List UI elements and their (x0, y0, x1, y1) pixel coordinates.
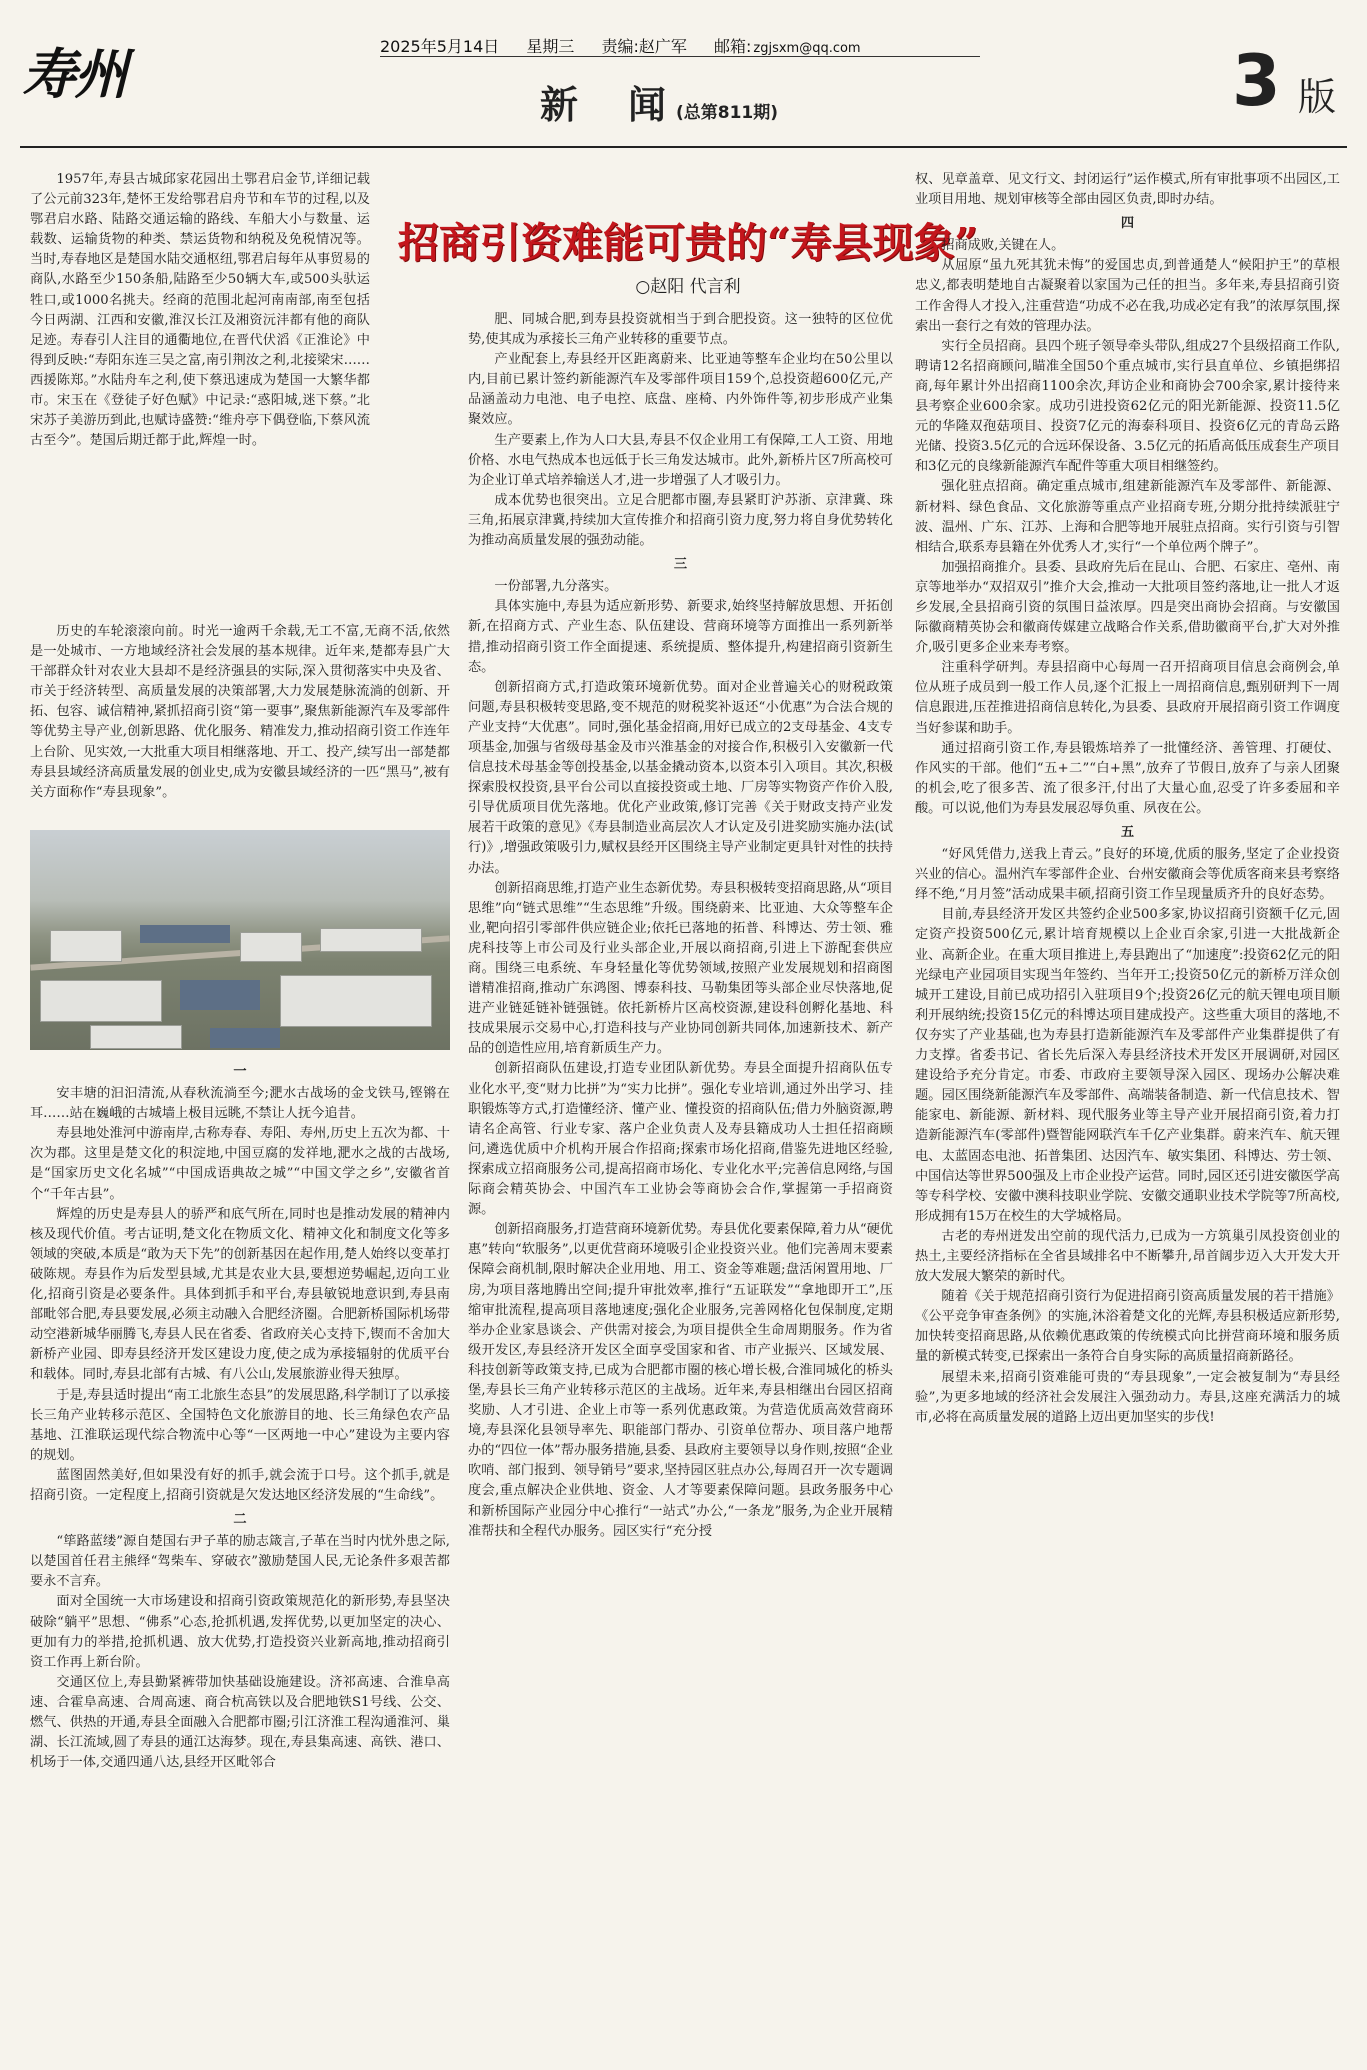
article-paragraph: 目前,寿县经济开发区共签约企业500多家,协议招商引资额千亿元,固定资产投资500亿元,累计培育规模以上企业百余家,引进一大批战新企业、高新企业。在重大项目推进上,寿县跑出了“加速度”:投资62亿元的阳光绿电产业园项目实现当年签约、当年开工;投资50亿元的新桥万洋众创城开工建设,目前已成功招引入驻项目9个;投资26亿元的航天锂电项目顺利开展纳统;投资15亿元的科博达项目建成投产。这些重大项目的落地,不仅夯实了产业基础,也为寿县打造新能源汽车及零部件产业集群提供了有力支撑。省委书记、省长先后深入寿县经济技术开发区开展调研,对园区建设给予充分肯定。市委、市政府主要领导深入园区、现场办公解决难题。园区围绕新能源汽车及零部件、高端装备制造、新一代信息技术、智能家电、新能源、新材料、现代服务业等主导产业开展招商引资,着力打造新能源汽车(零部件)暨智能网联汽车千亿产业集群。蔚来汽车、航天锂电、太蓝固态电池、拓普集团、达因汽车、敏实集团、科博达、劳士领、中国信达等世界500强及上市企业投产运营。同时,园区还引进安徽医学高等专科学校、安徽中澳科技职业学院、安徽交通职业技术学院等7所高校,形成拥有15万在校生的大学城格局。 (915, 907, 1340, 1224)
email-address[interactable]: zgjsxm@qq.com (753, 41, 861, 56)
issue-number: (总第811期) (676, 103, 779, 123)
article-paragraph: 寿县地处淮河中游南岸,古称寿春、寿阳、寿州,历史上五次为都、十次为郡。这里是楚文化的积淀地,中国豆腐的发祥地,淝水之战的古战场,是“国家历史文化名城”“中国成语典故之城”“中国文学之乡”,安徽省首个“千年古县”。 (30, 1126, 450, 1202)
page-number: 3 (1232, 40, 1281, 122)
article-paragraph: 权、见章盖章、见文行文、封闭运行”运作模式,所有审批事项不出园区,工业项目用地、规划审核等全部由园区负责,即时办结。 (915, 172, 1340, 208)
article-column-1-bottom (30, 1058, 450, 2058)
article-paragraph: 生产要素上,作为人口大县,寿县不仅企业用工有保障,工人工资、用地价格、水电气热成本也远低于长三角发达城市。此外,新桥片区7所高校可为企业订单式培养输送人才,进一步增强了人才吸引力。 (468, 432, 893, 488)
article-paragraph: 创新招商思维,打造产业生态新优势。寿县积极转变招商思路,从“项目思维”向“链式思维”“生态思维”升级。围绕蔚来、比亚迪、大众等整车企业,靶向招引零部件供应链企业;依托已落地的拓普、科博达、劳士领、雅虎科技等上市公司及行业头部企业,开展以商招商,引进上下游配套供应商。围绕三电系统、车身轻量化等优势领域,按照产业发展规划和招商图谱精准招商,推动广东鸿图、博泰科技、马勒集团等头部企业尽快落地,促进产业链延链补链强链。依托新桥片区高校资源,建设科创孵化基地、科技成果展示交易中心,打造科技与产业协同创新共同体,加速新技术、新产品的创造性应用,培育新质生产力。 (468, 880, 893, 1057)
newspaper-logo: 寿州 (22, 42, 126, 106)
article-paragraph: 历史的车轮滚滚向前。时光一逾两千余载,无工不富,无商不活,依然是一处城市、一方地域经济社会发展的基本规律。近年来,楚都寿县广大干部群众针对农业大县却不是经济强县的实际,深入贯彻落实中央及省、市关于经济转型、高质量发展的决策部署,大力发展楚脉流淌的创新、开拓、包容、诚信精神,紧抓招商引资“第一要事”,聚焦新能源汽车及零部件等优势主导产业,创新思路、优化服务、精准发力,推动招商引资工作连年上台阶、见实效,一大批重大项目相继落地、开工、投产,续写出一部楚都寿县县域经济高质量发展的创业史,成为安徽县域经济的一匹“黑马”,被有关方面称作“寿县现象”。 (30, 624, 450, 800)
article-byline: ○赵阳 代言利 (635, 277, 741, 297)
article-paragraph: 古老的寿州迸发出空前的现代活力,已成为一方筑巢引凤投资创业的热土,主要经济指标在全省县域排名中不断攀升,昂首阔步迈入大开发大开放大发展大繁荣的新时代。 (915, 1228, 1340, 1285)
article-column-3 (915, 170, 1340, 2058)
article-paragraph: 强化驻点招商。确定重点城市,组建新能源汽车及零部件、新能源、新材料、绿色食品、文化旅游等重点产业招商专班,分期分批持续派驻宁波、温州、广东、江苏、上海和合肥等地开展驻点招商。实行引资与引智相结合,联系寿县籍在外优秀人才,实行“一个单位两个牌子”。 (915, 479, 1340, 555)
article-paragraph: 交通区位上,寿县勤紧裤带加快基础设施建设。济祁高速、合淮阜高速、合霍阜高速、合周高速、商合杭高铁以及合肥地铁S1号线、公交、燃气、供热的开通,寿县全面融入合肥都市圈;引江济淮工程沟通淮河、巢湖、长江流域,圆了寿县的通江达海梦。现在,寿县集高速、高铁、港口、机场于一体,交通四通八达,县经开区毗邻合 (30, 1674, 450, 1771)
article-paragraph: 安丰塘的汩汩清流,从春秋流淌至今;淝水古战场的金戈铁马,铿锵在耳……站在巍峨的古城墙上极目远眺,不禁让人抚今追昔。 (30, 1086, 450, 1122)
article-paragraph: 肥、同城合肥,到寿县投资就相当于到合肥投资。这一独特的区位优势,使其成为承接长三角产业转移的重要节点。 (468, 312, 893, 348)
article-paragraph: “筚路蓝缕”源自楚国右尹子革的励志箴言,子革在当时内忧外患之际,以楚国首任君主熊绎“驾柴车、穿破衣”激励楚国人民,无论条件多艰苦都要永不言弃。 (30, 1534, 450, 1590)
email-label: 邮箱: (713, 37, 752, 56)
section-number: 一 (233, 1064, 247, 1079)
editor-credit: 责编:赵广军 (601, 37, 687, 56)
article-paragraph: 1957年,寿县古城邱家花园出土鄂君启金节,详细记载了公元前323年,楚怀王发给鄂君启舟节和车节的过程,以及鄂君启水路、陆路交通运输的路线、车船大小与数量、运载数、运输货物的种类、禁运货物和纳税及免税情况等。当时,寿春地区是楚国水陆交通枢纽,鄂君启每年从事贸易的商队,水路至少150条船,陆路至少50辆大车,或500头驮运牲口,或1000名挑夫。经商的范围北起河南南部,南至包括今日两湖、江西和安徽,淮汉长江及湘资沅沣都有他的商队足迹。寿春引人注目的通衢地位,在晋代伏滔《正淮论》中得到反映:“寿阳东连三吴之富,南引荆汝之利,北接梁宋……西援陈郑。”水陆舟车之利,使下蔡迅速成为楚国一大繁华都市。宋玉在《登徒子好色赋》中记录:“惑阳城,迷下蔡。”北宋苏子美游历到此,也赋诗盛赞:“维舟亭下偶登临,下蔡风流古至今”。楚国后期迁都于此,辉煌一时。 (30, 172, 370, 449)
article-paragraph: 实行全员招商。县四个班子领导牵头带队,组成27个县级招商工作队,聘请12名招商顾问,瞄准全国50个重点城市,实行县直单位、乡镇挹绑招商,每年累计外出招商1100余次,拜访企业和商协会700余家,累计接待来县考察企业600余家。成功引进投资62亿元的阳光新能源、投资11.5亿元的华隆双孢菇项目、投资7亿元的海泰科项目、投资6亿元的青岛云路光储、投资3.5亿元的合远环保设备、3.5亿元的拓盾高低压成套生产项目和3亿元的良缘新能源汽车配件等重大项目相继签约。 (915, 338, 1340, 475)
article-paragraph: 蓝图固然美好,但如果没有好的抓手,就会流于口号。这个抓手,就是招商引资。一定程度上,招商引资就是欠发达地区经济发展的“生命线”。 (30, 1467, 450, 1503)
article-paragraph: 创新招商方式,打造政策环境新优势。面对企业普遍关心的财税政策问题,寿县积极转变思路,变不规范的财税奖补返还“小优惠”为合法合规的产业支持“大优惠”。同时,强化基金招商,用好已成立的2支母基金、4支专项基金,加强与省级母基金及市兴淮基金的对接合作,积极引入安徽新一代信息技术母基金等创投基金,以基金撬动资本,以资本引入项目。其次,积极探索股权投资,县平台公司以直接投资或土地、厂房等实物资产作价入股,引导优质项目优先落地。优化产业政策,修订完善《关于财政支持产业发展若干政策的意见》《寿县制造业高层次人才认定及引进奖励实施办法(试行)》,增强政策吸引力,赋权县经开区围绕主导产业制定更具针对性的扶持办法。 (468, 679, 893, 876)
article-paragraph: 产业配套上,寿县经开区距离蔚来、比亚迪等整车企业均在50公里以内,目前已累计签约新能源汽车及零部件项目159个,总投资超600亿元,产品涵盖动力电池、电子电控、底盘、座椅、内外饰件等,初步形成产业集聚效应。 (468, 352, 893, 428)
issue-date: 2025年5月14日 (380, 37, 500, 56)
article-column-2 (468, 310, 893, 2058)
page-unit: 版 (1298, 75, 1337, 119)
industrial-park-aerial-photo (30, 830, 450, 1050)
masthead-divider (20, 146, 1347, 148)
article-paragraph: 注重科学研判。寿县招商中心每周一召开招商项目信息会商例会,单位从班子成员到一般工作人员,逐个汇报上一周招商信息,甄别研判下一周信息跟进,压茬推进招商信息转化,为县委、县政府开展招商引资工作调度当好参谋和助手。 (915, 660, 1340, 736)
article-paragraph: 具体实施中,寿县为适应新形势、新要求,始终坚持解放思想、开拓创新,在招商方式、产业生态、队伍建设、营商环境等方面推出一系列新举措,推动招商引资工作全面提速、系统提质、整体提升,构建招商引资新生态。 (468, 599, 893, 675)
article-paragraph: 一份部署,九分落实。 (494, 579, 618, 595)
article-paragraph: 通过招商引资工作,寿县锻炼培养了一批懂经济、善管理、打硬仗、作风实的干部。他们“五+二”“白+黑”,放弃了节假日,放弃了与亲人团聚的机会,吃了很多苦、流了很多汗,付出了大量心血,忍受了许多委屈和辛酸。可以说,他们为寿县发展忍辱负重、夙夜在公。 (915, 740, 1340, 816)
article-paragraph: 于是,寿县适时提出“南工北旅生态县”的发展思路,科学制订了以承接长三角产业转移示范区、全国特色文化旅游目的地、长三角绿色农产品基地、江淮联运现代综合物流中心等“一区两地一中心”建设为主要内容的规划。 (30, 1387, 450, 1463)
issue-info-line (380, 34, 883, 57)
masthead (0, 0, 1367, 150)
article-paragraph: 加强招商推介。县委、县政府先后在昆山、合肥、石家庄、亳州、南京等地举办“双招双引”推介大会,推动一大批项目签约落地,让一批人才返乡发展,全县招商引资的氛围日益浓厚。四是突出商协会招商。与安徽国际徽商精英协会和徽商传媒建立战略合作关系,借助徽商平台,扩大对外推介,吸引更多企业来寿考察。 (915, 559, 1340, 656)
section-number: 三 (673, 557, 688, 573)
article-paragraph: 创新招商队伍建设,打造专业团队新优势。寿县全面提升招商队伍专业化水平,变“财力比拼”为“实力比拼”。强化专业培训,通过外出学习、挂职锻炼等方式,打造懂经济、懂产业、懂投资的招商队伍;借力外脑资源,聘请名企高管、行业专家、落户企业负责人及寿县籍成功人士担任招商顾问,遴选优质中介机构开展合作招商;探索市场化招商,借鉴先进地区经验,探索成立招商服务公司,提高招商市场化、专业化水平;完善信息网络,与国际商会精英协会、中国汽车工业协会等商协会合作,掌握第一手招商资源。 (468, 1061, 893, 1218)
issue-weekday: 星期三 (526, 37, 575, 56)
section-title: 新 闻 (540, 82, 673, 127)
article-paragraph: 从屈原“虽九死其犹未悔”的爱国忠贞,到普通楚人“候阳护王”的草根忠义,都表明楚地自古凝聚着以家国为己任的担当。多年来,寿县招商引资工作舍得人才投入,注重营造“功成不必在我,功成必定有我”的浓厚氛围,探索出一套行之有效的管理办法。 (915, 258, 1340, 334)
article-paragraph: 招商成败,关键在人。 (941, 238, 1065, 254)
section-number: 四 (1120, 216, 1135, 232)
section-number: 五 (1120, 825, 1135, 840)
article-paragraph: 随着《关于规范招商引资行为促进招商引资高质量发展的若干措施》《公平竞争审查条例》的实施,沐浴着楚文化的光辉,寿县积极适应新形势,加快转变招商思路,从依赖优惠政策的传统模式向比拼营商环境和服务质量的新模式转变,已探索出一条符合自身实际的高质量招商新路径。 (915, 1289, 1340, 1365)
masthead-rule (380, 56, 980, 57)
article-paragraph: 辉煌的历史是寿县人的骄严和底气所在,同时也是推动发展的精神内核及现代价值。考古证明,楚文化在物质文化、精神文化和制度文化等多领域的突破,本质是“敢为天下先”的创新基因在起作用,楚人始终以变革打破陈规。寿县作为后发型县域,尤其是农业大县,要想逆势崛起,迈向工业化,招商引资是必要条件。具体到抓手和平台,寿县敏锐地意识到,寿县南部毗邻合肥,寿县要发展,必须主动融入合肥经济圈。合肥新桥国际机场带动空港新城华丽腾飞,寿县人民在省委、省政府关心支持下,锲而不舍加大新桥产业园、即寿县经济开发区建设力度,使之成为承接辐射的优质平台和载体。同时,寿县北部有古城、有八公山,发展旅游业得天独厚。 (30, 1206, 450, 1383)
article-paragraph: 创新招商服务,打造营商环境新优势。寿县优化要素保障,着力从“硬优惠”转向“软服务”,以更优营商环境吸引企业投资兴业。他们完善周末要素保障会商机制,限时解决企业用地、用工、资金等难题;盘活闲置用地、厂房,为项目落地腾出空间;提升审批效率,推行“五证联发”“拿地即开工”,压缩审批流程,提高项目落地速度;强化企业服务,完善网格化包保制度,定期举办企业家恳谈会、产供需对接会,为项目提供全生命周期服务。作为省级开发区,寿县经济开发区全面享受国家和省、市产业振兴、区域发展、科技创新等政策支持,已成为合肥都市圈的核心增长极,合淮同城化的桥头堡,寿县长三角产业转移示范区的主战场。近年来,寿县相继出台园区招商奖励、人才引进、企业上市等一系列优惠政策。为营造优质高效营商环境,寿县深化县领导率先、职能部门帮办、引资单位帮办、项目落户地帮办的“四位一体”帮办服务措施,县委、县政府主要领导以身作则,按照“企业吹哨、部门报到、领导销号”要求,坚持园区驻点办公,每周召开一次专题调度会,重点解决企业供地、资金、人才等要素保障问题。县政务服务中心和新桥国际产业园分中心推行“一站式”办公,“一条龙”服务,为企业开展精准帮扶和全程代办服务。园区实行“充分授 (468, 1222, 893, 1539)
section-number: 二 (233, 1512, 247, 1528)
article-headline: 招商引资难能可贵的“寿县现象” (397, 219, 979, 267)
article-paragraph: 展望未来,招商引资难能可贵的“寿县现象”,一定会被复制为“寿县经验”,为更多地域的经济社会发展注入强劲动力。寿县,这座充满活力的城市,必将在高质量发展的道路上迈出更加坚实的步伐! (915, 1369, 1340, 1425)
article-paragraph: “好风凭借力,送我上青云。”良好的环境,优质的服务,坚定了企业投资兴业的信心。温州汽车零部件企业、台州安徽商会等优质客商来县考察络绎不绝,“月月签”活动成果丰硕,招商引资工作呈现量质齐升的良好态势。 (915, 847, 1340, 903)
article-column-1-mid (30, 622, 450, 822)
article-paragraph: 成本优势也很突出。立足合肥都市圈,寿县紧盯沪苏浙、京津冀、珠三角,拓展京津冀,持续加大宣传推介和招商引资力度,努力将自身优势转化为推动高质量发展的强劲动能。 (468, 492, 893, 549)
article-paragraph: 面对全国统一大市场建设和招商引资政策规范化的新形势,寿县坚决破除“躺平”思想、“佛系”心态,抢抓机遇,发挥优势,以更加坚定的决心、更加有力的举措,抢抓机遇、放大优势,打造投资兴业新高地,推动招商引资工作再上新台阶。 (30, 1594, 450, 1670)
article-column-1-top (30, 170, 370, 620)
